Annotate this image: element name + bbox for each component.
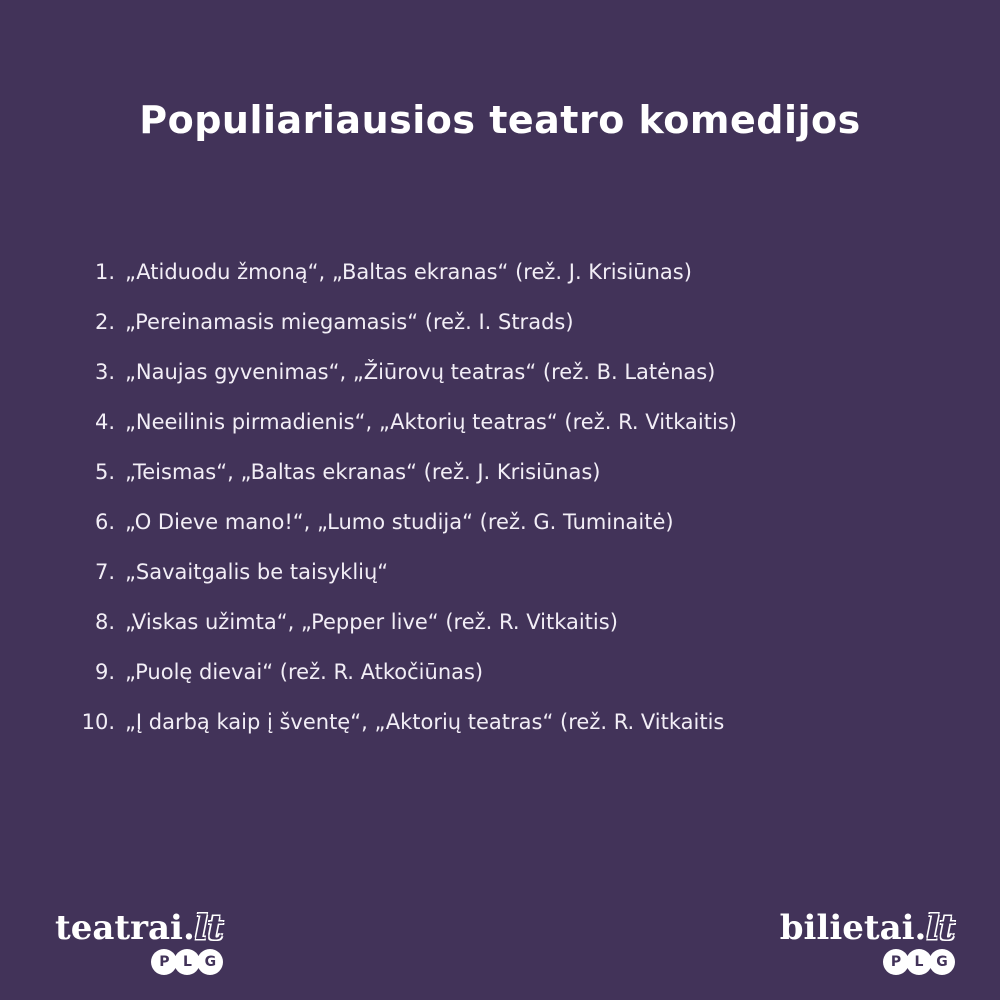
teatrai-logo-name: teatrai — [55, 908, 183, 948]
list-item-number: 2. — [94, 310, 115, 334]
teatrai-logo — [55, 910, 223, 975]
list-item-text: „Savaitgalis be taisyklių“ — [125, 560, 389, 584]
teatrai-logo-dot: . — [182, 908, 195, 948]
plg-badge — [151, 949, 223, 975]
list-item — [0, 447, 1000, 497]
teatrai-logo-text — [55, 910, 223, 947]
list-item — [0, 597, 1000, 647]
bilietai-logo-dot: . — [914, 908, 927, 948]
list-item — [0, 547, 1000, 597]
teatrai-logo-domain: lt — [194, 908, 224, 948]
list-item-text: „Atiduodu žmoną“, „Baltas ekranas“ (rež. J. Krisiūnas) — [125, 260, 692, 284]
list-item — [0, 497, 1000, 547]
list-item-text: „O Dieve mano!“, „Lumo studija“ (rež. G. Tuminaitė) — [125, 510, 674, 534]
list-item-text: „Viskas užimta“, „Pepper live“ (rež. R. Vitkaitis) — [125, 610, 618, 634]
plg-badge-letter-g: G — [197, 949, 223, 975]
plg-badge-letter-l: L — [174, 949, 200, 975]
list-item-text: „Pereinamasis miegamasis“ (rež. I. Strads) — [125, 310, 574, 334]
plg-badge-letter-l: L — [906, 949, 932, 975]
list-item-text: „Puolę dievai“ (rež. R. Atkočiūnas) — [125, 660, 484, 684]
bilietai-logo — [780, 910, 955, 975]
list-item-number: 8. — [94, 610, 115, 634]
list-item-number: 10. — [81, 710, 115, 734]
list-item — [0, 397, 1000, 447]
plg-badge-letter-p: P — [883, 949, 909, 975]
list-item-text: „Į darbą kaip į šventę“, „Aktorių teatras“ (rež. R. Vitkaitis — [125, 710, 725, 734]
list-item — [0, 247, 1000, 297]
list-item-number: 4. — [94, 410, 115, 434]
list-item-text: „Neeilinis pirmadienis“, „Aktorių teatras“ (rež. R. Vitkaitis) — [125, 410, 737, 434]
list-item-text: „Teismas“, „Baltas ekranas“ (rež. J. Krisiūnas) — [125, 460, 601, 484]
list-item — [0, 697, 1000, 747]
list-item-text: „Naujas gyvenimas“, „Žiūrovų teatras“ (rež. B. Latėnas) — [125, 360, 716, 384]
bilietai-logo-domain: lt — [926, 908, 955, 948]
page-title: Populiariausios teatro komedijos — [139, 98, 861, 142]
list-item-number: 9. — [94, 660, 115, 684]
list-item-number: 3. — [94, 360, 115, 384]
list-item-number: 5. — [94, 460, 115, 484]
comedy-list — [0, 247, 1000, 747]
list-item — [0, 647, 1000, 697]
plg-badge-letter-g: G — [929, 949, 955, 975]
list-item-number: 1. — [94, 260, 115, 284]
list-item — [0, 347, 1000, 397]
bilietai-logo-name: bilietai — [779, 908, 915, 948]
plg-badge-letter-p: P — [151, 949, 177, 975]
bilietai-logo-text — [780, 910, 955, 947]
list-item — [0, 297, 1000, 347]
list-item-number: 6. — [94, 510, 115, 534]
plg-badge — [883, 949, 955, 975]
list-item-number: 7. — [94, 560, 115, 584]
